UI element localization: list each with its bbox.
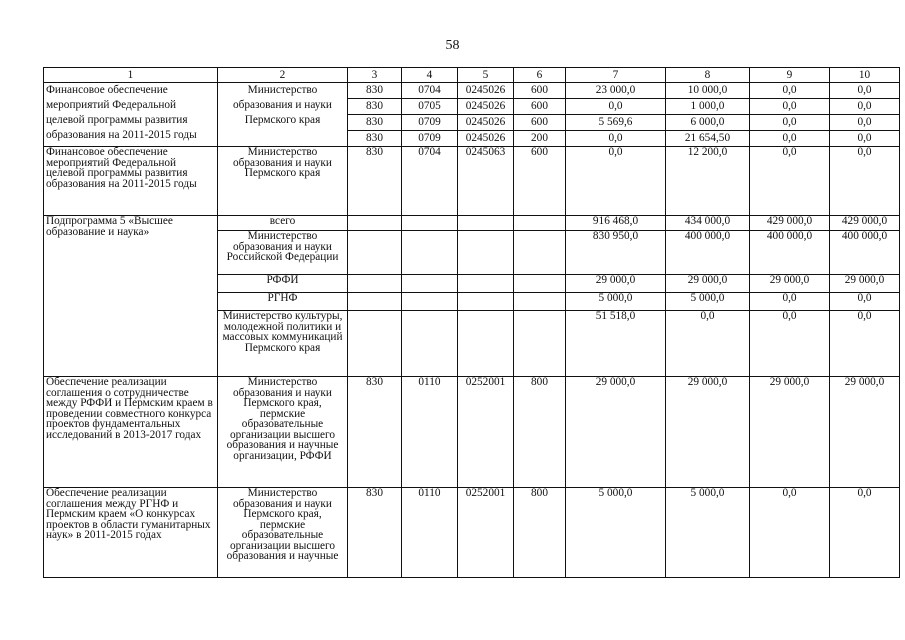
subprogram-description: Подпрограмма 5 «Высшее образование и наука» bbox=[44, 216, 218, 377]
responsible-organization: Министерство образования и науки Пермского края bbox=[218, 83, 348, 147]
cell-value-col8: 0,0 bbox=[666, 311, 750, 377]
cell-target-code: 0252001 bbox=[458, 377, 514, 488]
cell-value-col10: 0,0 bbox=[830, 115, 900, 131]
cell-target-code: 0245026 bbox=[458, 99, 514, 115]
responsible-organization: Министерство образования и науки Пермского края, пермские образовательные организации высшего образования и научные организации, РФФИ bbox=[218, 377, 348, 488]
cell-value-col9: 0,0 bbox=[750, 488, 830, 578]
cell-target-code: 0245063 bbox=[458, 147, 514, 216]
cell-value-col10: 0,0 bbox=[830, 293, 900, 311]
cell-expense-type: 600 bbox=[514, 147, 566, 216]
cell-expense-type: 600 bbox=[514, 83, 566, 99]
cell-target-code: 0245026 bbox=[458, 131, 514, 147]
cell-ministry-code: 830 bbox=[348, 99, 402, 115]
cell-value-col8: 5 000,0 bbox=[666, 293, 750, 311]
cell-value-col8: 12 200,0 bbox=[666, 147, 750, 216]
program-description: Финансовое обеспечение мероприятий Федеральной целевой программы развития образования на 2011-2015 годы bbox=[44, 83, 218, 147]
header-cell: 6 bbox=[514, 68, 566, 83]
cell-value-col10: 0,0 bbox=[830, 99, 900, 115]
cell-value-col7: 5 569,6 bbox=[566, 115, 666, 131]
responsible-organization: Министерство образования и науки Пермского края bbox=[218, 147, 348, 216]
cell-value-col7: 0,0 bbox=[566, 99, 666, 115]
cell-value-col9: 429 000,0 bbox=[750, 216, 830, 231]
cell-target-code: 0252001 bbox=[458, 488, 514, 578]
cell-value-col7: 29 000,0 bbox=[566, 377, 666, 488]
program-description: Обеспечение реализации соглашения между РГНФ и Пермским краем «О конкурсах проектов в области гуманитарных наук» в 2011-2015 годах bbox=[44, 488, 218, 578]
cell-expense-type: 800 bbox=[514, 377, 566, 488]
cell-section-code: 0110 bbox=[402, 377, 458, 488]
cell-expense-type: 600 bbox=[514, 115, 566, 131]
header-cell: 9 bbox=[750, 68, 830, 83]
funding-source: РГНФ bbox=[218, 293, 348, 311]
cell-value-col7: 29 000,0 bbox=[566, 275, 666, 293]
cell-value-col7: 51 518,0 bbox=[566, 311, 666, 377]
cell-value-col10: 29 000,0 bbox=[830, 275, 900, 293]
cell-value-col8: 29 000,0 bbox=[666, 275, 750, 293]
cell-value-col9: 0,0 bbox=[750, 293, 830, 311]
cell-section-code: 0705 bbox=[402, 99, 458, 115]
funding-source: Министерство образования и науки Российской Федерации bbox=[218, 231, 348, 275]
cell-value-col8: 21 654,50 bbox=[666, 131, 750, 147]
cell-value-col9: 0,0 bbox=[750, 83, 830, 99]
cell-value-col9: 400 000,0 bbox=[750, 231, 830, 275]
header-cell: 7 bbox=[566, 68, 666, 83]
funding-source: РФФИ bbox=[218, 275, 348, 293]
cell-value-col8: 29 000,0 bbox=[666, 377, 750, 488]
cell-value-col9: 29 000,0 bbox=[750, 377, 830, 488]
cell-value-col7: 0,0 bbox=[566, 147, 666, 216]
table-row bbox=[44, 216, 900, 231]
table-row bbox=[44, 147, 900, 216]
cell-value-col10: 429 000,0 bbox=[830, 216, 900, 231]
cell-value-col10: 0,0 bbox=[830, 131, 900, 147]
table-row bbox=[44, 488, 900, 578]
cell-ministry-code: 830 bbox=[348, 488, 402, 578]
header-cell: 10 bbox=[830, 68, 900, 83]
cell-ministry-code: 830 bbox=[348, 115, 402, 131]
cell-expense-type: 600 bbox=[514, 99, 566, 115]
cell-section-code: 0709 bbox=[402, 131, 458, 147]
cell-value-col8: 434 000,0 bbox=[666, 216, 750, 231]
cell-value-col8: 400 000,0 bbox=[666, 231, 750, 275]
funding-source: Министерство культуры, молодежной политики и массовых коммуникаций Пермского края bbox=[218, 311, 348, 377]
cell-ministry-code: 830 bbox=[348, 83, 402, 99]
cell-value-col7: 23 000,0 bbox=[566, 83, 666, 99]
cell-expense-type: 200 bbox=[514, 131, 566, 147]
cell-value-col7: 916 468,0 bbox=[566, 216, 666, 231]
cell-value-col10: 400 000,0 bbox=[830, 231, 900, 275]
cell-value-col8: 6 000,0 bbox=[666, 115, 750, 131]
header-cell: 1 bbox=[44, 68, 218, 83]
table-row bbox=[44, 377, 900, 488]
cell-value-col10: 0,0 bbox=[830, 311, 900, 377]
cell-section-code: 0704 bbox=[402, 147, 458, 216]
cell-value-col9: 0,0 bbox=[750, 131, 830, 147]
cell-section-code: 0709 bbox=[402, 115, 458, 131]
cell-value-col9: 0,0 bbox=[750, 99, 830, 115]
cell-value-col8: 1 000,0 bbox=[666, 99, 750, 115]
cell-value-col9: 0,0 bbox=[750, 311, 830, 377]
cell-section-code: 0704 bbox=[402, 83, 458, 99]
cell-value-col9: 29 000,0 bbox=[750, 275, 830, 293]
header-cell: 8 bbox=[666, 68, 750, 83]
page-number: 58 bbox=[445, 38, 460, 53]
cell-value-col7: 830 950,0 bbox=[566, 231, 666, 275]
program-description: Обеспечение реализации соглашения о сотрудничестве между РФФИ и Пермским краем в проведении совместного конкурса проектов фундаментальных исследований в 2013-2017 годах bbox=[44, 377, 218, 488]
cell-value-col10: 0,0 bbox=[830, 147, 900, 216]
cell-value-col7: 0,0 bbox=[566, 131, 666, 147]
budget-table bbox=[43, 67, 900, 578]
cell-target-code: 0245026 bbox=[458, 83, 514, 99]
program-description: Финансовое обеспечение мероприятий Федеральной целевой программы развития образования на 2011-2015 годы bbox=[44, 147, 218, 216]
cell-value-col8: 10 000,0 bbox=[666, 83, 750, 99]
header-cell: 5 bbox=[458, 68, 514, 83]
cell-ministry-code: 830 bbox=[348, 147, 402, 216]
cell-value-col7: 5 000,0 bbox=[566, 293, 666, 311]
cell-section-code: 0110 bbox=[402, 488, 458, 578]
cell-value-col9: 0,0 bbox=[750, 147, 830, 216]
cell-value-col10: 29 000,0 bbox=[830, 377, 900, 488]
cell-value-col10: 0,0 bbox=[830, 488, 900, 578]
cell-target-code: 0245026 bbox=[458, 115, 514, 131]
cell-value-col9: 0,0 bbox=[750, 115, 830, 131]
cell-value-col8: 5 000,0 bbox=[666, 488, 750, 578]
header-cell: 2 bbox=[218, 68, 348, 83]
funding-source: всего bbox=[218, 216, 348, 231]
cell-ministry-code: 830 bbox=[348, 131, 402, 147]
cell-ministry-code: 830 bbox=[348, 377, 402, 488]
header-cell: 3 bbox=[348, 68, 402, 83]
cell-value-col7: 5 000,0 bbox=[566, 488, 666, 578]
table-row bbox=[44, 83, 900, 99]
responsible-organization: Министерство образования и науки Пермского края, пермские образовательные организации высшего образования и научные bbox=[218, 488, 348, 578]
cell-expense-type: 800 bbox=[514, 488, 566, 578]
header-cell: 4 bbox=[402, 68, 458, 83]
header-row bbox=[44, 68, 900, 83]
cell-value-col10: 0,0 bbox=[830, 83, 900, 99]
